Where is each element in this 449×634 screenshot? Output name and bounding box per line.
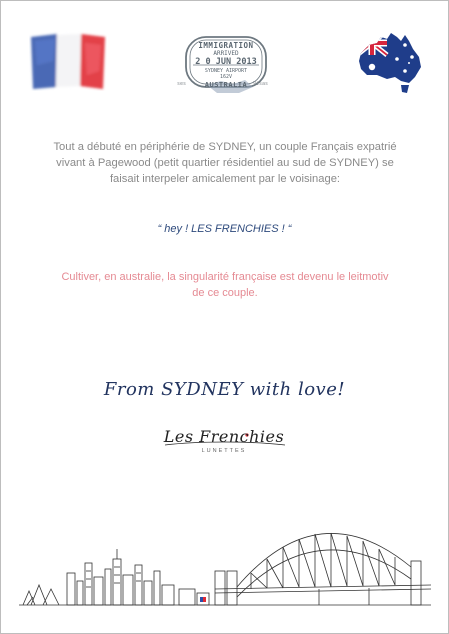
logo-brand: Les Frenchies [163,427,285,446]
sydney-skyline-illustration [19,501,431,613]
australian-flag-icon [357,31,423,95]
stamp-country: AUSTRALIA [204,81,248,89]
stamp-side-text-left: ses [177,81,187,87]
leitmotiv-paragraph: Cultiver, en australie, la singularité française est devenu le leitmotiv de ce couple. [61,271,389,299]
les-frenchies-logo [159,421,289,461]
frenchies-quote: “ hey ! LES FRENCHIES ! “ [157,223,292,235]
intro-paragraph: Tout a débuté en périphérie de SYDNEY, un couple Français expatrié vivant à Pagewood (petit quartier résidentiel au sud de SYDNEY) se faisait interpeler amicalement par le voisinage: [53,141,397,185]
stamp-arrived: ARRIVED [213,50,239,57]
stamp-date: 2 0 JUN 2013 [195,57,257,67]
stamp-side-text-right: Visas [253,81,269,87]
french-flag-icon [29,31,107,91]
from-sydney-signature: From SYDNEY with love! [103,379,346,400]
stamp-code: 162V [219,74,233,80]
logo-subtitle: LUNETTES [201,448,247,454]
stamp-airport: SYDNEY AIRPORT [204,68,248,74]
stamp-title: IMMIGRATION [198,41,254,50]
